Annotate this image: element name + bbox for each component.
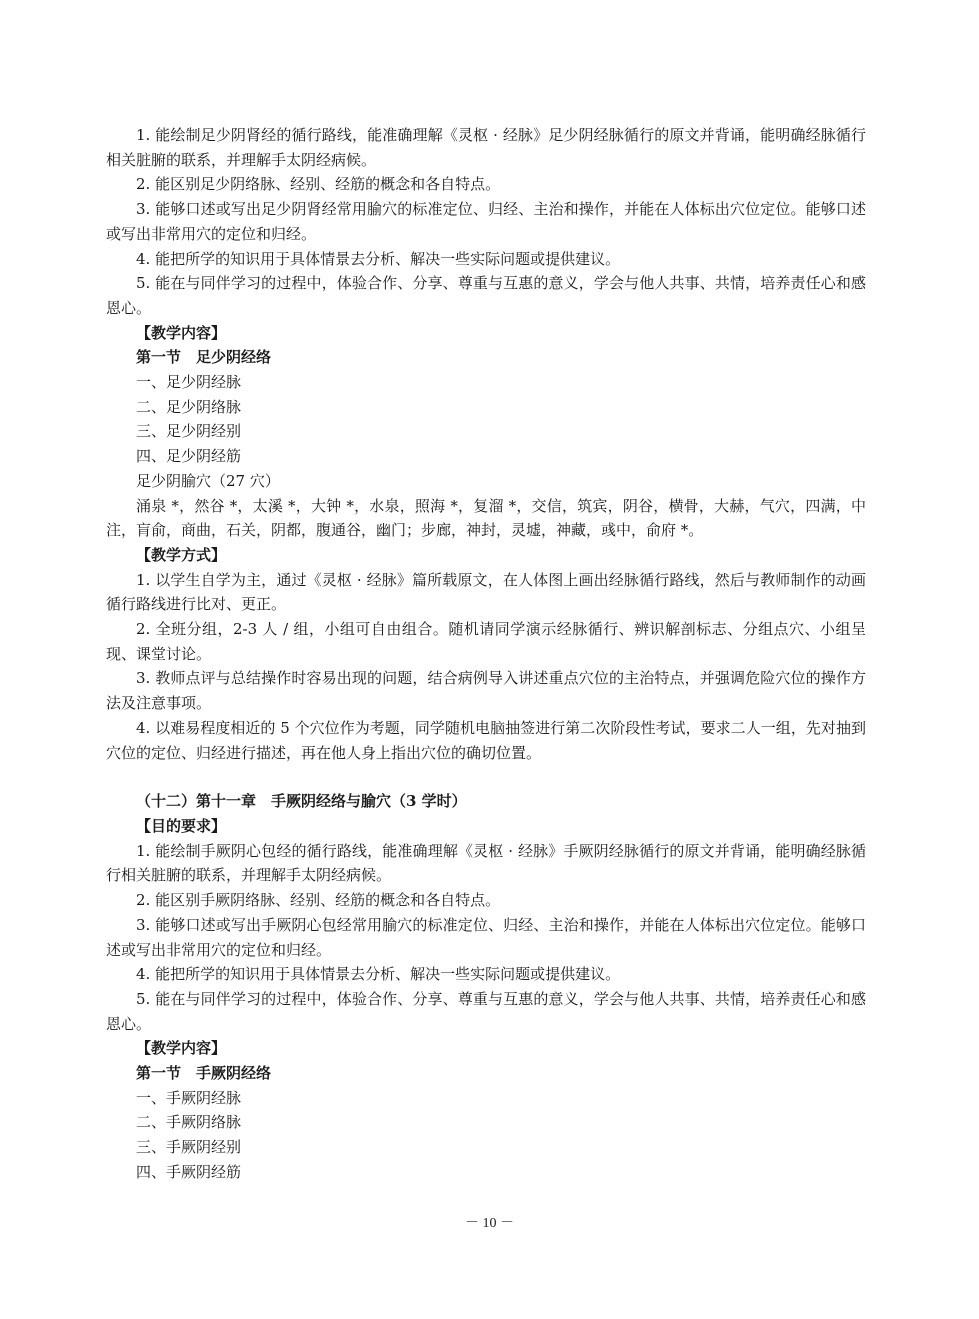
page-number: － 10 － — [465, 1216, 514, 1231]
chapter-title: （十二）第十一章 手厥阴经络与腧穴（3 学时） — [136, 792, 467, 811]
method-paragraph: 3. 教师点评与总结操作时容易出现的问题，结合病例导入讲述重点穴位的主治特点，并强调危险穴位的操作方法及注意事项。 — [106, 669, 866, 713]
section-gap — [106, 765, 866, 789]
goal-paragraph: 5. 能在与同伴学习的过程中，体验合作、分享、尊重与互惠的意义，学会与他人共事、共情，培养责任心和感恩心。 — [106, 274, 866, 317]
method-heading: 【教学方式】 — [136, 545, 227, 564]
goal-paragraph: 1. 能绘制足少阴肾经的循行路线，能准确理解《灵枢 · 经脉》足少阴经脉循行的原文并背诵，能明确经脉循行相关脏腑的联系，并理解手太阴经病候。 — [106, 126, 866, 169]
method-paragraph: 1. 以学生自学为主，通过《灵枢 · 经脉》篇所载原文，在人体图上画出经脉循行路线，然后与教师制作的动画循行路线进行比对、更正。 — [106, 570, 866, 614]
goal-paragraph: 3. 能够口述或写出手厥阴心包经常用腧穴的标准定位、归经、主治和操作，并能在人体标出穴位定位。能够口述或写出非常用穴的定位和归经。 — [106, 915, 866, 959]
goal-paragraph: 1. 能绘制手厥阴心包经的循行路线，能准确理解《灵枢 · 经脉》手厥阴经脉循行的原文并背诵，能明确经脉循行相关脏腑的联系，并理解手太阴经病候。 — [106, 841, 866, 885]
content-item: 四、足少阴经筋 — [136, 447, 242, 466]
acupoints-title: 足少阴腧穴（27 穴） — [136, 471, 280, 490]
section-title: 第一节 手厥阴经络 — [136, 1064, 272, 1083]
goal-paragraph: 4. 能把所学的知识用于具体情景去分析、解决一些实际问题或提供建议。 — [136, 965, 621, 984]
goals-heading: 【目的要求】 — [136, 816, 227, 835]
document-page — [106, 123, 866, 1185]
content-item: 一、手厥阴经脉 — [136, 1088, 242, 1107]
acupoints-list: 涌泉 *，然谷 *，太溪 *，大钟 *，水泉，照海 *，复溜 *，交信，筑宾，阴谷，横骨，大赫，气穴，四满，中注，肓俞，商曲，石关，阴都，腹通谷，幽门；步廊，神封，灵墟，神藏，彧中，俞府 *。 — [106, 496, 866, 540]
goal-paragraph: 2. 能区别手厥阴络脉、经别、经筋的概念和各自特点。 — [136, 891, 501, 910]
method-paragraph: 2. 全班分组，2-3 人 / 组，小组可自由组合。随机请同学演示经脉循行、辨识解剖标志、分组点穴、小组呈现、课堂讨论。 — [106, 620, 866, 663]
content-item: 一、足少阴经脉 — [136, 373, 242, 392]
content-heading: 【教学内容】 — [136, 323, 227, 342]
goal-paragraph: 3. 能够口述或写出足少阴肾经常用腧穴的标准定位、归经、主治和操作，并能在人体标出穴位定位。能够口述或写出非常用穴的定位和归经。 — [106, 200, 866, 243]
method-paragraph: 4. 以难易程度相近的 5 个穴位作为考题，同学随机电脑抽签进行第二次阶段性考试，要求二人一组，先对抽到穴位的定位、归经进行描述，再在他人身上指出穴位的确切位置。 — [106, 718, 866, 762]
content-item: 二、手厥阴络脉 — [136, 1113, 242, 1132]
goal-paragraph: 4. 能把所学的知识用于具体情景去分析、解决一些实际问题或提供建议。 — [136, 249, 621, 268]
section-title: 第一节 足少阴经络 — [136, 348, 272, 367]
content-heading: 【教学内容】 — [136, 1039, 227, 1058]
goal-paragraph: 2. 能区别足少阴络脉、经别、经筋的概念和各自特点。 — [136, 175, 501, 194]
content-item: 三、足少阴经别 — [136, 422, 242, 441]
content-item: 三、手厥阴经别 — [136, 1138, 242, 1157]
content-item: 四、手厥阴经筋 — [136, 1162, 242, 1181]
content-item: 二、足少阴络脉 — [136, 397, 242, 416]
goal-paragraph: 5. 能在与同伴学习的过程中，体验合作、分享、尊重与互惠的意义，学会与他人共事、共情，培养责任心和感恩心。 — [106, 989, 866, 1033]
